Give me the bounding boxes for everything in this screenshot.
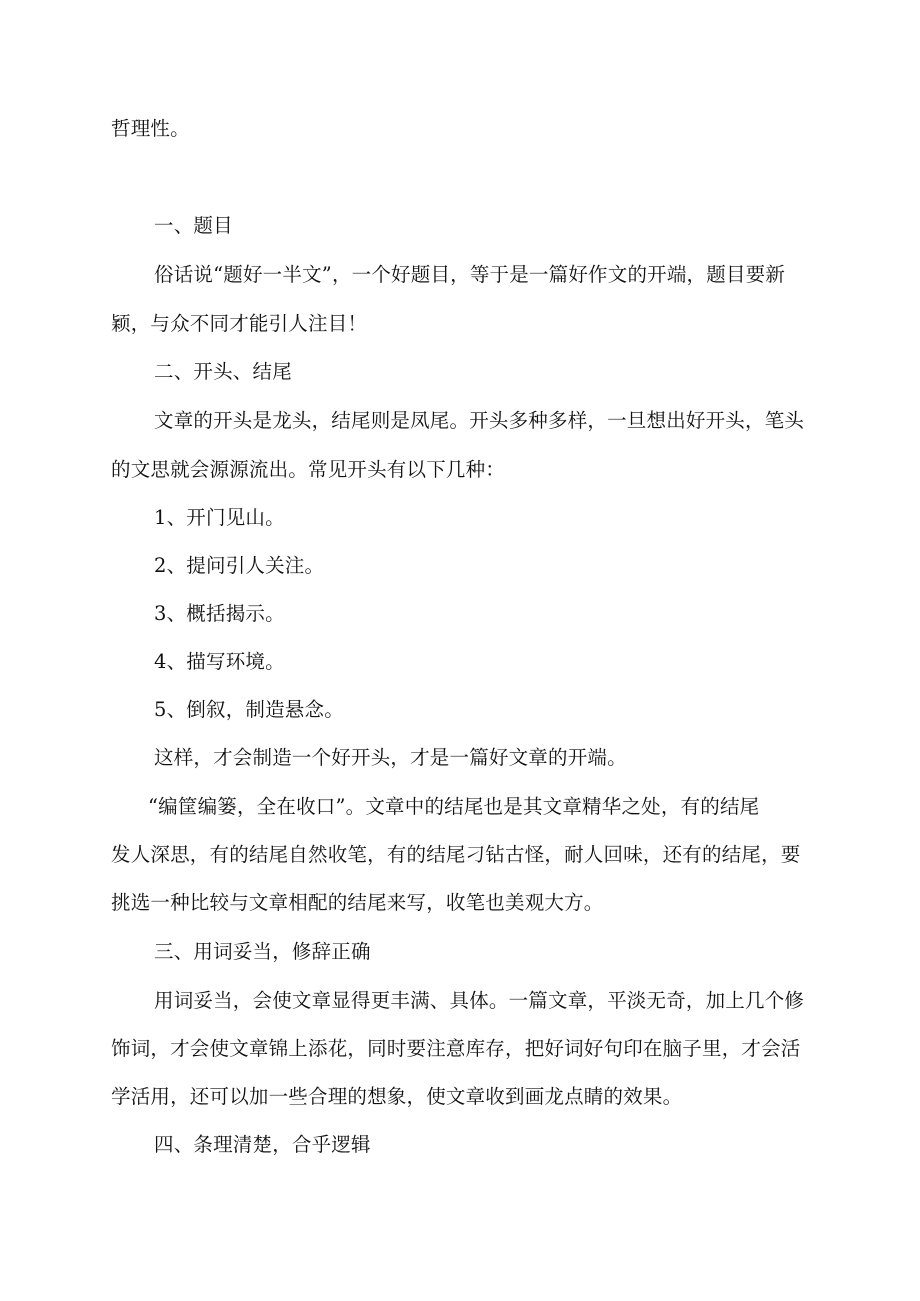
list-item: 5、倒叙，制造悬念。	[154, 698, 344, 721]
list-item: 4、描写环境。	[154, 650, 285, 673]
paragraph-line: 发人深思，有的结尾自然收笔，有的结尾刁钻古怪，耐人回味，还有的结尾，要	[111, 843, 801, 866]
paragraph-line: 饰词，才会使文章锦上添花，同时要注意库存，把好词好句印在脑子里，才会活	[111, 1037, 801, 1060]
section-heading: 三、用词妥当，修辞正确	[154, 940, 371, 963]
paragraph-line: 用词妥当，会使文章显得更丰满、具体。一篇文章，平淡无奇，加上几个修	[154, 989, 805, 1012]
paragraph-line: 的文思就会源源流出。常见开头有以下几种：	[111, 458, 506, 481]
section-heading: 四、条理清楚，合乎逻辑	[154, 1133, 371, 1156]
paragraph-line: 挑选一种比较与文章相配的结尾来写，收笔也美观大方。	[111, 891, 604, 914]
paragraph-line: 这样，才会制造一个好开头，才是一篇好文章的开端。	[154, 746, 627, 769]
list-item: 1、开门见山。	[154, 506, 285, 529]
list-item: 2、提问引人关注。	[154, 554, 325, 577]
paragraph-line: 学活用，还可以加一些合理的想象，使文章收到画龙点睛的效果。	[111, 1085, 683, 1108]
paragraph-line: 文章的开头是龙头，结尾则是凤尾。开头多种多样，一旦想出好开头，笔头	[154, 409, 805, 432]
paragraph-line: “编筐编篓，全在收口”。文章中的结尾也是其文章精华之处，有的结尾	[148, 795, 760, 818]
paragraph-line: 俗话说“题好一半文”，一个好题目，等于是一篇好作文的开端，题目要新	[154, 263, 786, 286]
list-item: 3、概括揭示。	[154, 602, 285, 625]
paragraph-line: 哲理性。	[111, 117, 190, 140]
paragraph-line: 颖，与众不同才能引人注目！	[111, 312, 368, 335]
section-heading: 二、开头、结尾	[154, 360, 292, 383]
section-heading: 一、题目	[154, 214, 233, 237]
